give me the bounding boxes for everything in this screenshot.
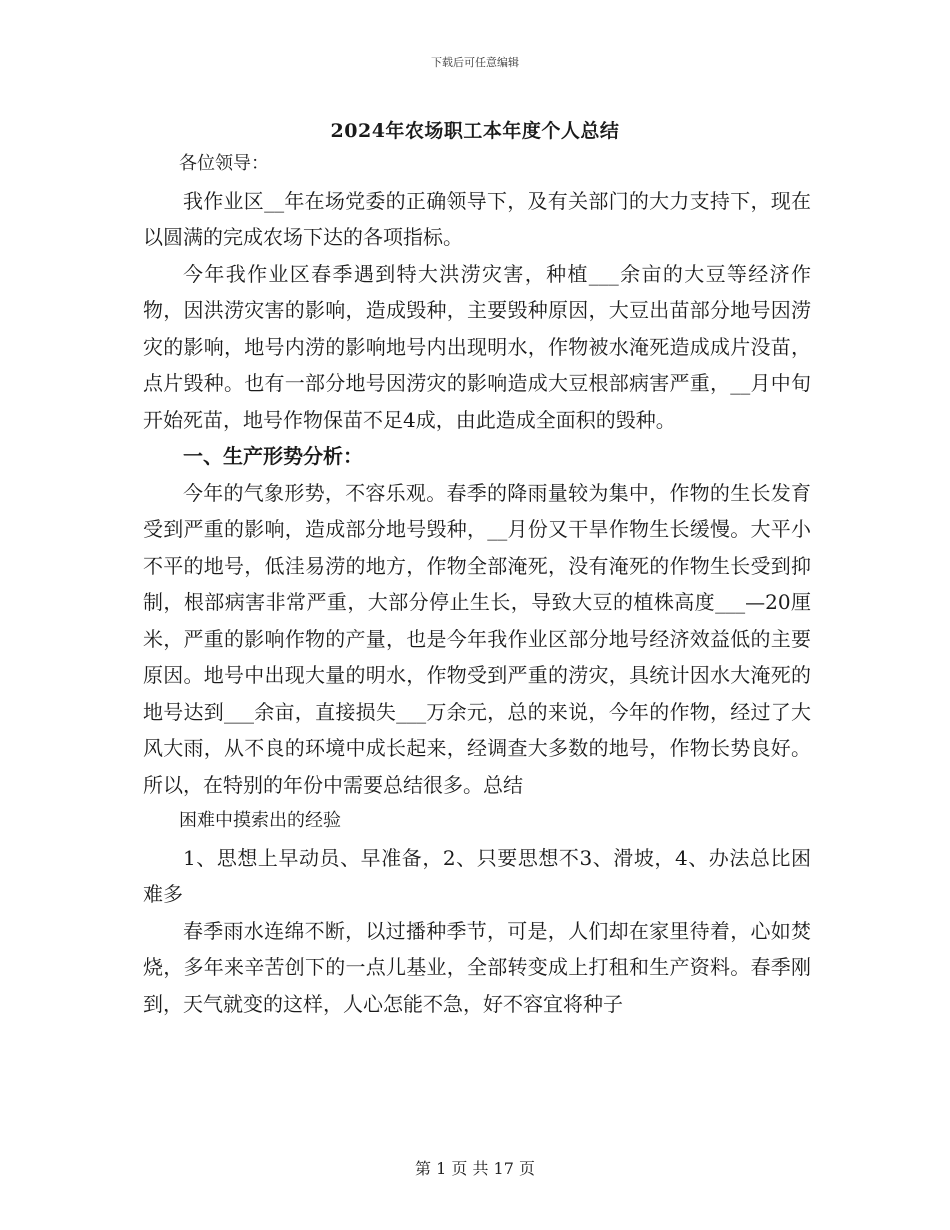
document-title: 2024年农场职工本年度个人总结 bbox=[330, 120, 620, 142]
paragraph-disaster: 今年我作业区春季遇到特大洪涝灾害，种植___余亩的大豆等经济作物，因洪涝灾害的影响，造成毁种，主要毁种原因，大豆出苗部分地号因涝灾的影响，地号内涝的影响地号内出现明水，作物被水淹死造成成片没苗，点片毁种。也有一部分地号因涝灾的影响造成大豆根部病害严重，__月中旬开始死苗，地号作物保苗不足4成，由此造成全面积的毁种。 bbox=[143, 261, 811, 432]
paragraph-analysis: 今年的气象形势，不容乐观。春季的降雨量较为集中，作物的生长发育受到严重的影响，造成部分地号毁种，__月份又干旱作物生长缓慢。大平小不平的地号，低洼易涝的地方，作物全部淹死，没有淹死的作物生长受到抑制，根部病害非常严重，大部分停止生长，导致大豆的植株高度___—20厘米，严重的影响作物的产量，也是今年我作业区部分地号经济效益低的主要原因。地号中出现大量的明水，作物受到严重的涝灾，具统计因水大淹死的地号达到___余亩，直接损失___万余元，总的来说，今年的作物，经过了大风大雨，从不良的环境中成长起来，经调查大多数的地号，作物长势良好。所以，在特别的年份中需要总结很多。总结 bbox=[143, 480, 811, 797]
paragraph-experience-title: 困难中摸索出的经验 bbox=[179, 810, 341, 831]
header-note: 下载后可任意编辑 bbox=[431, 56, 519, 69]
page-number: 第 1 页 共 17 页 bbox=[415, 1159, 535, 1178]
paragraph-spring: 春季雨水连绵不断，以过播种季节，可是，人们却在家里待着，心如焚烧，多年来辛苦创下的一点儿基业，全部转变成上打租和生产资料。春季刚到，天气就变的这样，人心怎能不急，好不容宜将种子 bbox=[143, 918, 811, 1016]
paragraph-intro: 我作业区__年在场党委的正确领导下，及有关部门的大力支持下，现在以圆满的完成农场下达的各项指标。 bbox=[143, 188, 811, 249]
salutation: 各位领导： bbox=[179, 153, 269, 174]
paragraph-experience-list: 1、思想上早动员、早准备，2、只要思想不3、滑坡，4、办法总比困难多 bbox=[143, 845, 811, 906]
section-heading: 一、生产形势分析： bbox=[183, 444, 363, 468]
document-body bbox=[143, 146, 811, 1022]
